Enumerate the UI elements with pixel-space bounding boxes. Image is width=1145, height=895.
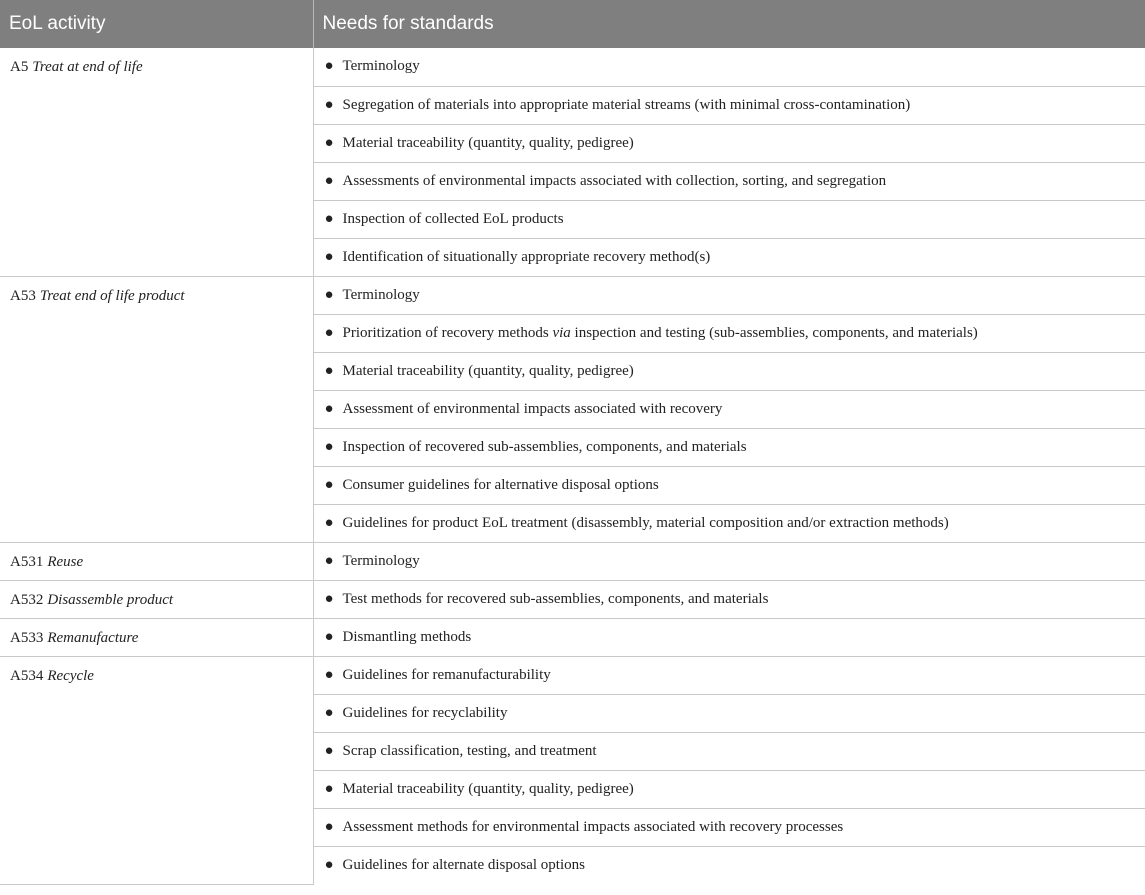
bullet-icon: ● [324, 552, 334, 569]
need-text: Assessment methods for environmental impacts associated with recovery processes [342, 818, 844, 835]
bullet-icon: ● [324, 780, 334, 797]
activity-name: Reuse [47, 553, 84, 570]
bullet-icon: ● [324, 58, 334, 75]
table-header [0, 0, 1145, 48]
standard-need-cell [313, 732, 1145, 770]
header-needs-for-standards: Needs for standards [313, 0, 1145, 48]
table-body [0, 48, 1145, 884]
need-text: Guidelines for recyclability [342, 704, 508, 721]
standard-need-cell [313, 162, 1145, 200]
standard-need-cell [313, 694, 1145, 732]
standard-need-cell [313, 656, 1145, 694]
bullet-icon: ● [324, 628, 334, 645]
activity-code: A532 [10, 591, 44, 608]
bullet-icon: ● [324, 704, 334, 721]
bullet-icon: ● [324, 476, 334, 493]
bullet-icon: ● [324, 362, 334, 379]
need-text: Inspection of collected EoL products [342, 210, 564, 227]
eol-activity-cell [0, 656, 313, 884]
table-row [0, 48, 1145, 86]
standard-need-cell [313, 580, 1145, 618]
activity-name: Remanufacture [47, 629, 139, 646]
need-text: Terminology [342, 58, 420, 75]
bullet-icon: ● [324, 742, 334, 759]
activity-name: Recycle [47, 667, 94, 684]
need-text: Assessments of environmental impacts associated with collection, sorting, and segregation [342, 172, 887, 189]
need-text: Material traceability (quantity, quality, pedigree) [342, 780, 634, 797]
need-text: Test methods for recovered sub-assemblies, components, and materials [342, 590, 769, 607]
need-text: Segregation of materials into appropriate material streams (with minimal cross-contamination) [342, 96, 911, 113]
need-text: Assessment of environmental impacts associated with recovery [342, 400, 723, 417]
eol-activity-cell [0, 48, 313, 276]
activity-code: A5 [10, 59, 29, 75]
need-text: Guidelines for product EoL treatment (disassembly, material composition and/or extraction methods) [342, 514, 949, 531]
bullet-icon: ● [324, 400, 334, 417]
table-row [0, 618, 1145, 656]
eol-activity-cell [0, 580, 313, 618]
standard-need-cell [313, 428, 1145, 466]
need-text: Guidelines for remanufacturability [342, 666, 551, 683]
header-row [0, 0, 1145, 48]
table-row [0, 580, 1145, 618]
activity-code: A534 [10, 667, 44, 684]
bullet-icon: ● [324, 514, 334, 531]
standard-need-cell [313, 808, 1145, 846]
bullet-icon: ● [324, 248, 334, 265]
bullet-icon: ● [324, 134, 334, 151]
need-text-emphasis: via [552, 324, 571, 341]
standard-need-cell [313, 124, 1145, 162]
standard-need-cell [313, 86, 1145, 124]
need-text: Scrap classification, testing, and treatment [342, 742, 597, 759]
eol-activity-cell [0, 542, 313, 580]
standard-need-cell [313, 770, 1145, 808]
standard-need-cell [313, 352, 1145, 390]
standard-need-cell [313, 466, 1145, 504]
eol-activity-cell [0, 276, 313, 542]
bullet-icon: ● [324, 818, 334, 835]
standard-need-cell [313, 48, 1145, 86]
need-text: Terminology [342, 286, 420, 303]
standard-need-cell [313, 200, 1145, 238]
need-text: Guidelines for alternate disposal options [342, 856, 585, 873]
activity-code: A531 [10, 553, 44, 570]
need-text: Consumer guidelines for alternative disposal options [342, 476, 659, 493]
need-text: Material traceability (quantity, quality, pedigree) [342, 362, 634, 379]
standard-need-cell [313, 238, 1145, 276]
activity-name: Treat end of life product [39, 287, 185, 304]
table-row [0, 656, 1145, 694]
standard-need-cell [313, 314, 1145, 352]
header-eol-activity: EoL activity [0, 0, 313, 48]
standard-need-cell [313, 846, 1145, 884]
bullet-icon: ● [324, 666, 334, 683]
activity-name: Treat at end of life [32, 59, 143, 75]
need-text: inspection and testing (sub-assemblies, components, and materials) [570, 324, 978, 341]
standard-need-cell [313, 504, 1145, 542]
activity-code: A533 [10, 629, 44, 646]
need-text: Dismantling methods [342, 628, 472, 645]
activity-name: Disassemble product [47, 591, 174, 608]
bullet-icon: ● [324, 324, 334, 341]
table-row [0, 276, 1145, 314]
eol-activity-cell [0, 618, 313, 656]
need-text: Terminology [342, 552, 420, 569]
need-text: Inspection of recovered sub-assemblies, components, and materials [342, 438, 747, 455]
standard-need-cell [313, 390, 1145, 428]
bullet-icon: ● [324, 438, 334, 455]
table-row [0, 542, 1145, 580]
need-text: Identification of situationally appropriate recovery method(s) [342, 248, 711, 265]
bullet-icon: ● [324, 172, 334, 189]
standard-need-cell [313, 618, 1145, 656]
need-text: Material traceability (quantity, quality, pedigree) [342, 134, 634, 151]
bullet-icon: ● [324, 590, 334, 607]
standard-need-cell [313, 542, 1145, 580]
activity-code: A53 [10, 287, 36, 304]
bullet-icon: ● [324, 286, 334, 303]
bullet-icon: ● [324, 96, 334, 113]
standard-need-cell [313, 276, 1145, 314]
bullet-icon: ● [324, 856, 334, 873]
need-text: Prioritization of recovery methods [342, 324, 553, 341]
bullet-icon: ● [324, 210, 334, 227]
